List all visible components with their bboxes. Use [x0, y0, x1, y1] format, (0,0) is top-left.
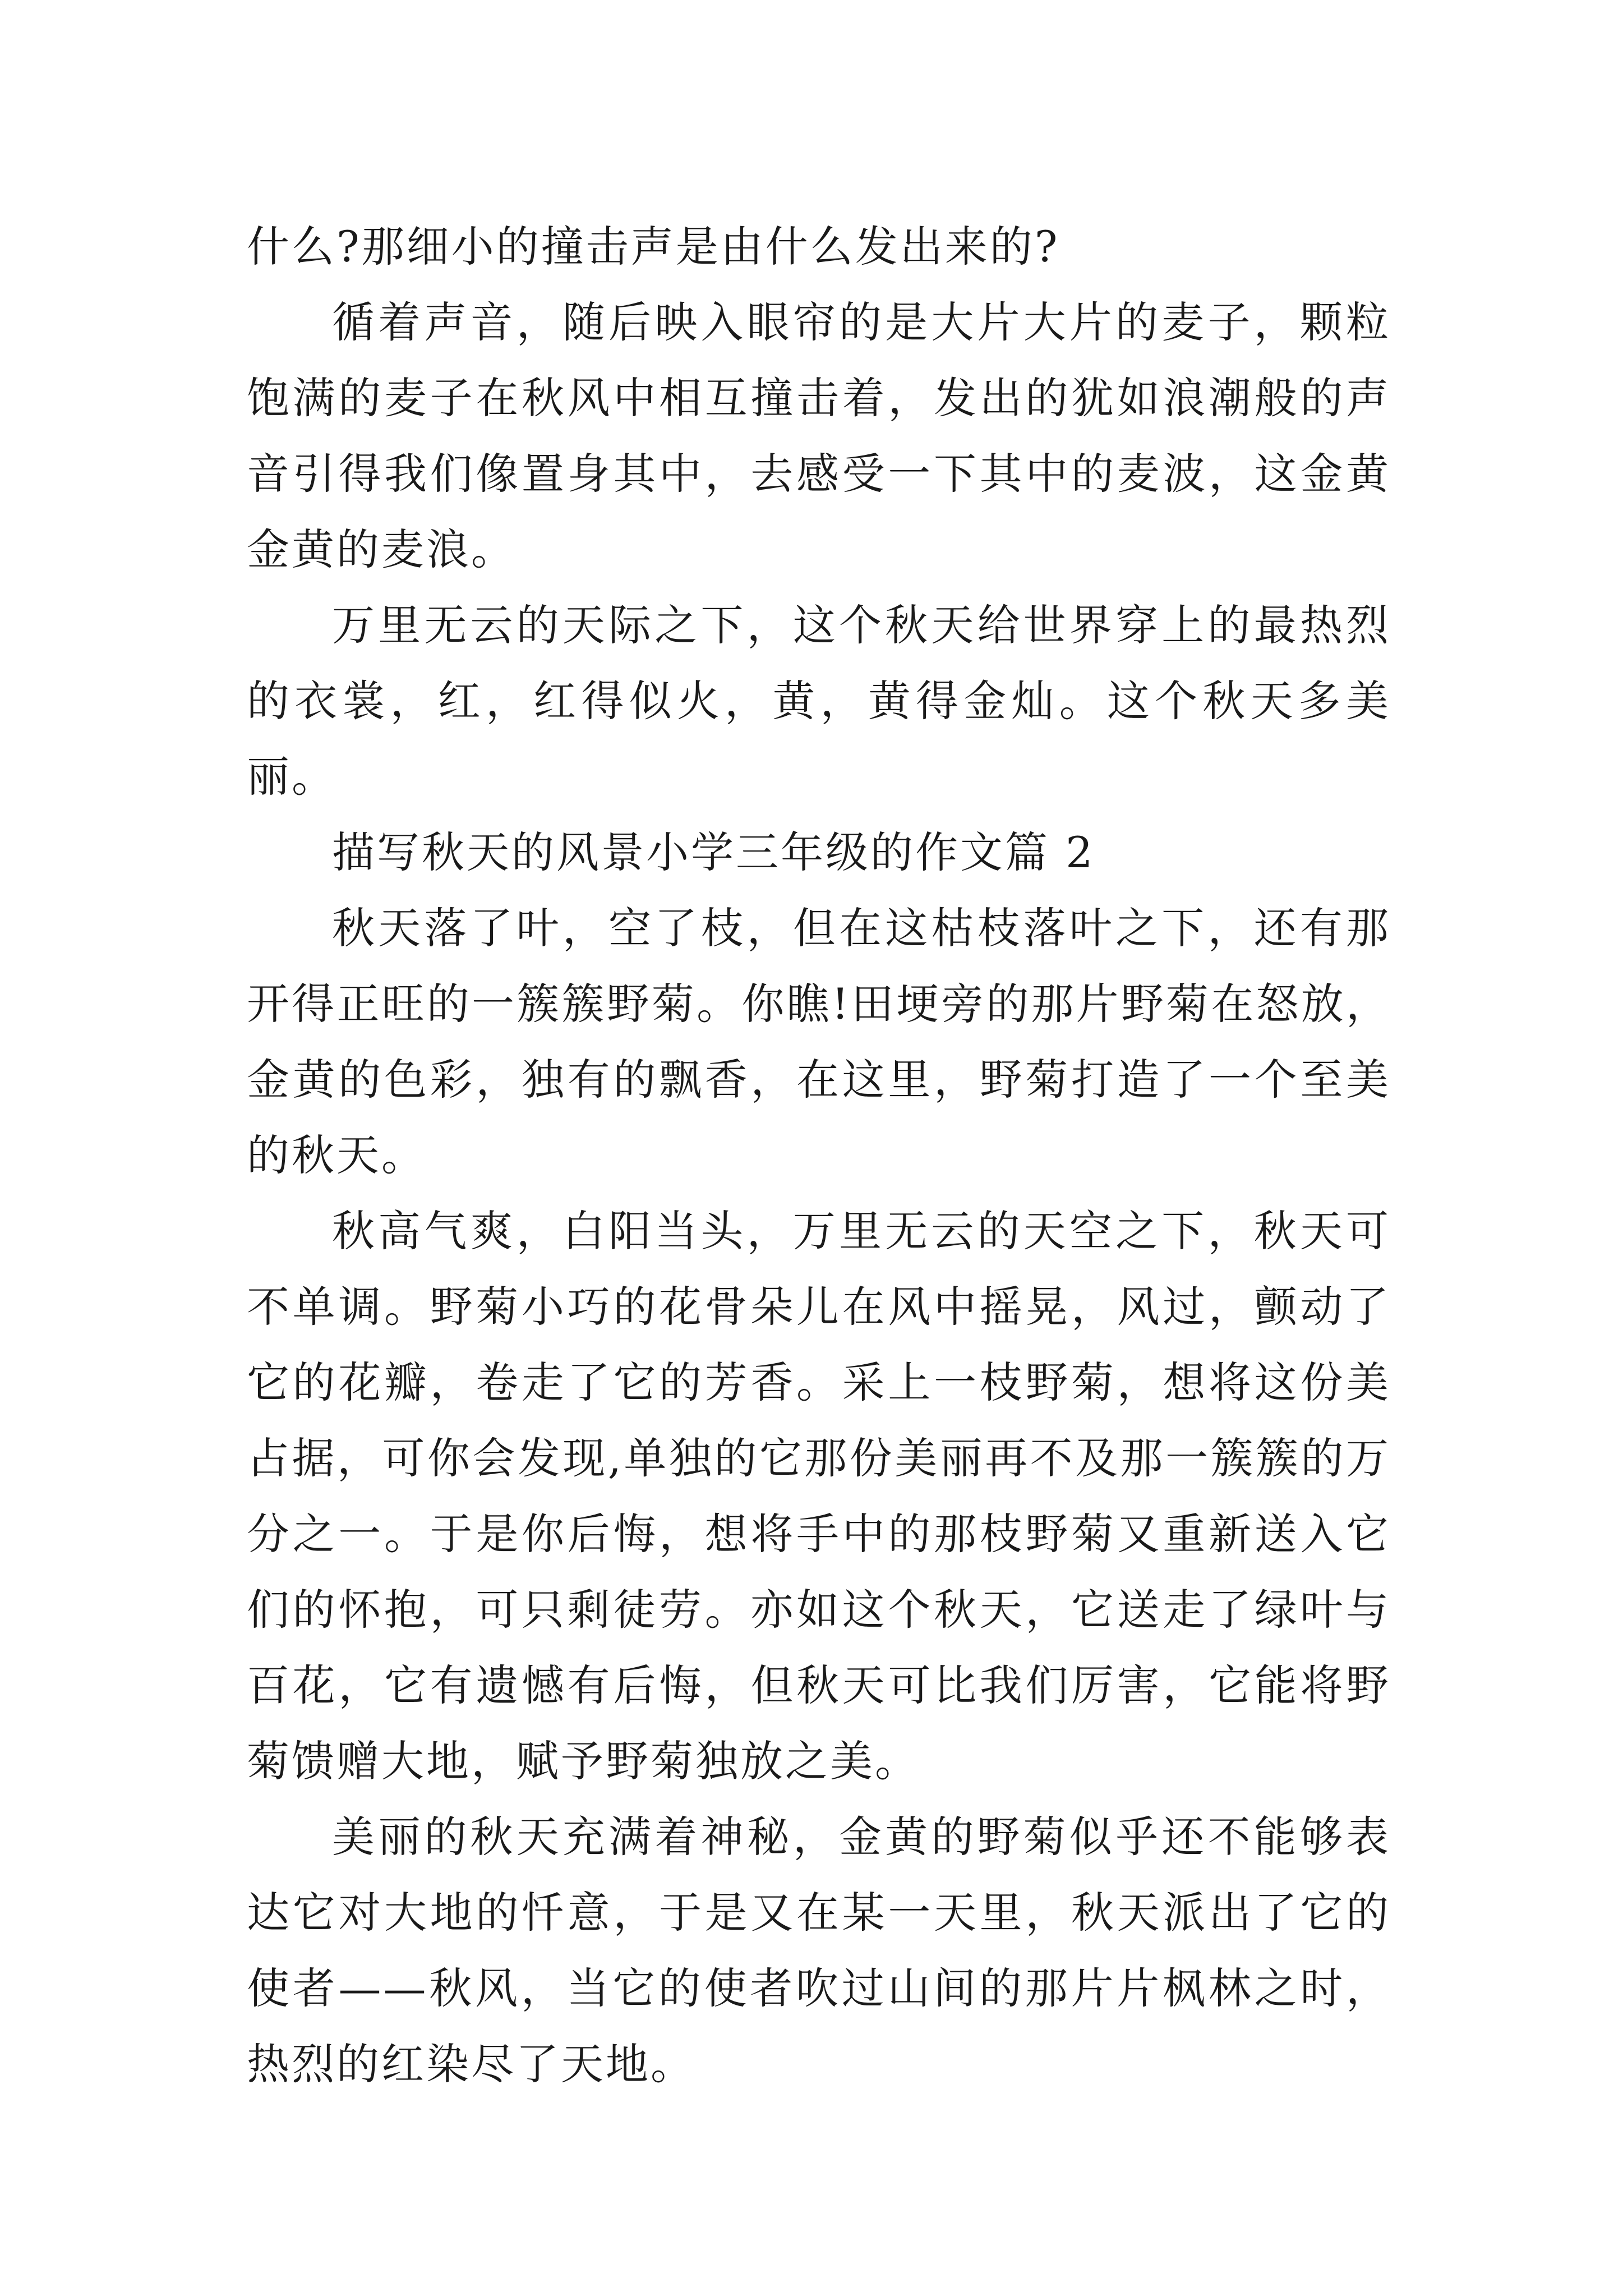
essay-body [247, 209, 1391, 2102]
paragraph-continuation: 什么?那细小的撞击声是由什么发出来的? [247, 222, 1060, 272]
paragraph: 循着声音，随后映入眼帘的是大片大片的麦子，颗粒饱满的麦子在秋风中相互撞击着，发出的犹如浪潮般的声音引得我们像置身其中，去感受一下其中的麦波，这金黄金黄的麦浪。 [247, 297, 1391, 574]
paragraph: 万里无云的天际之下，这个秋天给世界穿上的最热烈的衣裳，红，红得似火，黄，黄得金灿。这个秋天多美丽。 [247, 600, 1391, 802]
essay-title: 描写秋天的风景小学三年级的作文篇 2 [332, 827, 1095, 877]
paragraph: 秋高气爽，白阳当头，万里无云的天空之下，秋天可不单调。野菊小巧的花骨朵儿在风中摇晃，风过，颤动了它的花瓣，卷走了它的芳香。采上一枝野菊，想将这份美占据，可你会发现,单独的它那份美丽再不及那一簇簇的万分之一。于是你后悔，想将手中的那枝野菊又重新送入它们的怀抱，可只剩徒劳。亦如这个秋天，它送走了绿叶与百花，它有遗憾有后悔，但秋天可比我们厉害，它能将野菊馈赠大地，赋予野菊独放之美。 [247, 1206, 1391, 1786]
paragraph: 秋天落了叶，空了枝，但在这枯枝落叶之下，还有那开得正旺的一簇簇野菊。你瞧!田埂旁的那片野菊在怒放，金黄的色彩，独有的飘香，在这里，野菊打造了一个至美的秋天。 [247, 903, 1391, 1180]
paragraph: 美丽的秋天充满着神秘，金黄的野菊似乎还不能够表达它对大地的忏意，于是又在某一天里，秋天派出了它的使者——秋风，当它的使者吹过山间的那片片枫林之时，热烈的红染尽了天地。 [247, 1812, 1391, 2089]
